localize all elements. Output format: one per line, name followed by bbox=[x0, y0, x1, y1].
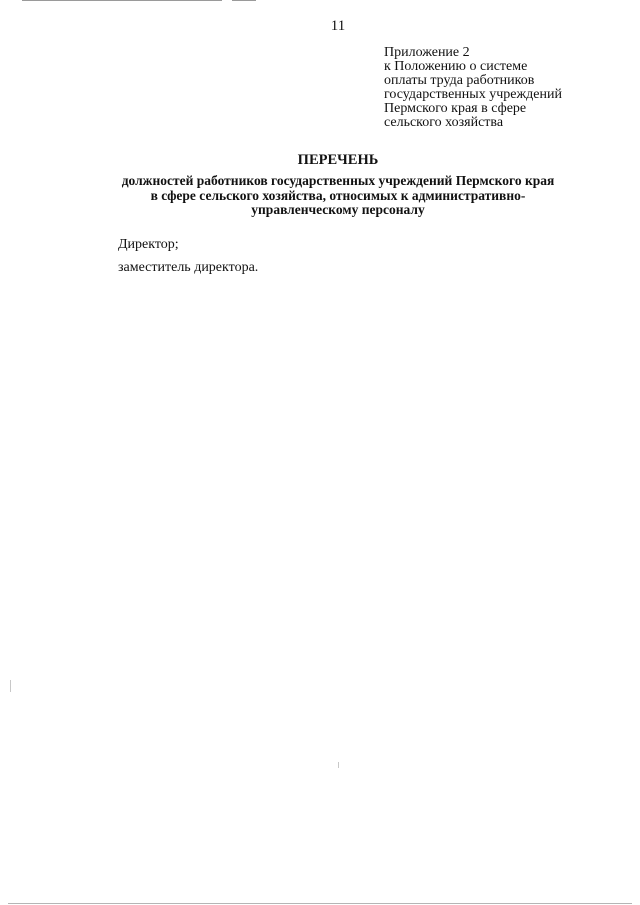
appendix-line: к Положению о системе bbox=[384, 59, 528, 74]
scan-speck bbox=[10, 680, 11, 692]
scan-edge-bottom bbox=[8, 903, 632, 904]
document-title: ПЕРЕЧЕНЬ bbox=[297, 152, 379, 168]
position-item: Директор; bbox=[118, 237, 179, 252]
scan-edge-top-left bbox=[22, 0, 222, 1]
positions-list bbox=[118, 233, 258, 279]
scan-speck bbox=[338, 762, 339, 768]
appendix-line: Пермского края в сфере bbox=[384, 101, 527, 116]
appendix-line: Приложение 2 bbox=[384, 45, 470, 60]
subtitle-line: управленческому персоналу bbox=[251, 202, 425, 217]
page-number: 11 bbox=[330, 18, 346, 34]
position-item: заместитель директора. bbox=[118, 260, 259, 275]
appendix-reference bbox=[384, 46, 624, 130]
subtitle-line: должностей работников государственных учреждений Пермского края bbox=[121, 173, 555, 188]
appendix-line: оплаты труда работников bbox=[384, 73, 535, 88]
subtitle-line: в сфере сельского хозяйства, относимых к административно- bbox=[150, 187, 526, 203]
appendix-line: сельского хозяйства bbox=[384, 115, 504, 130]
scan-edge-top-right bbox=[232, 0, 256, 1]
appendix-line: государственных учреждений bbox=[384, 87, 562, 102]
document-subtitle bbox=[0, 174, 640, 218]
